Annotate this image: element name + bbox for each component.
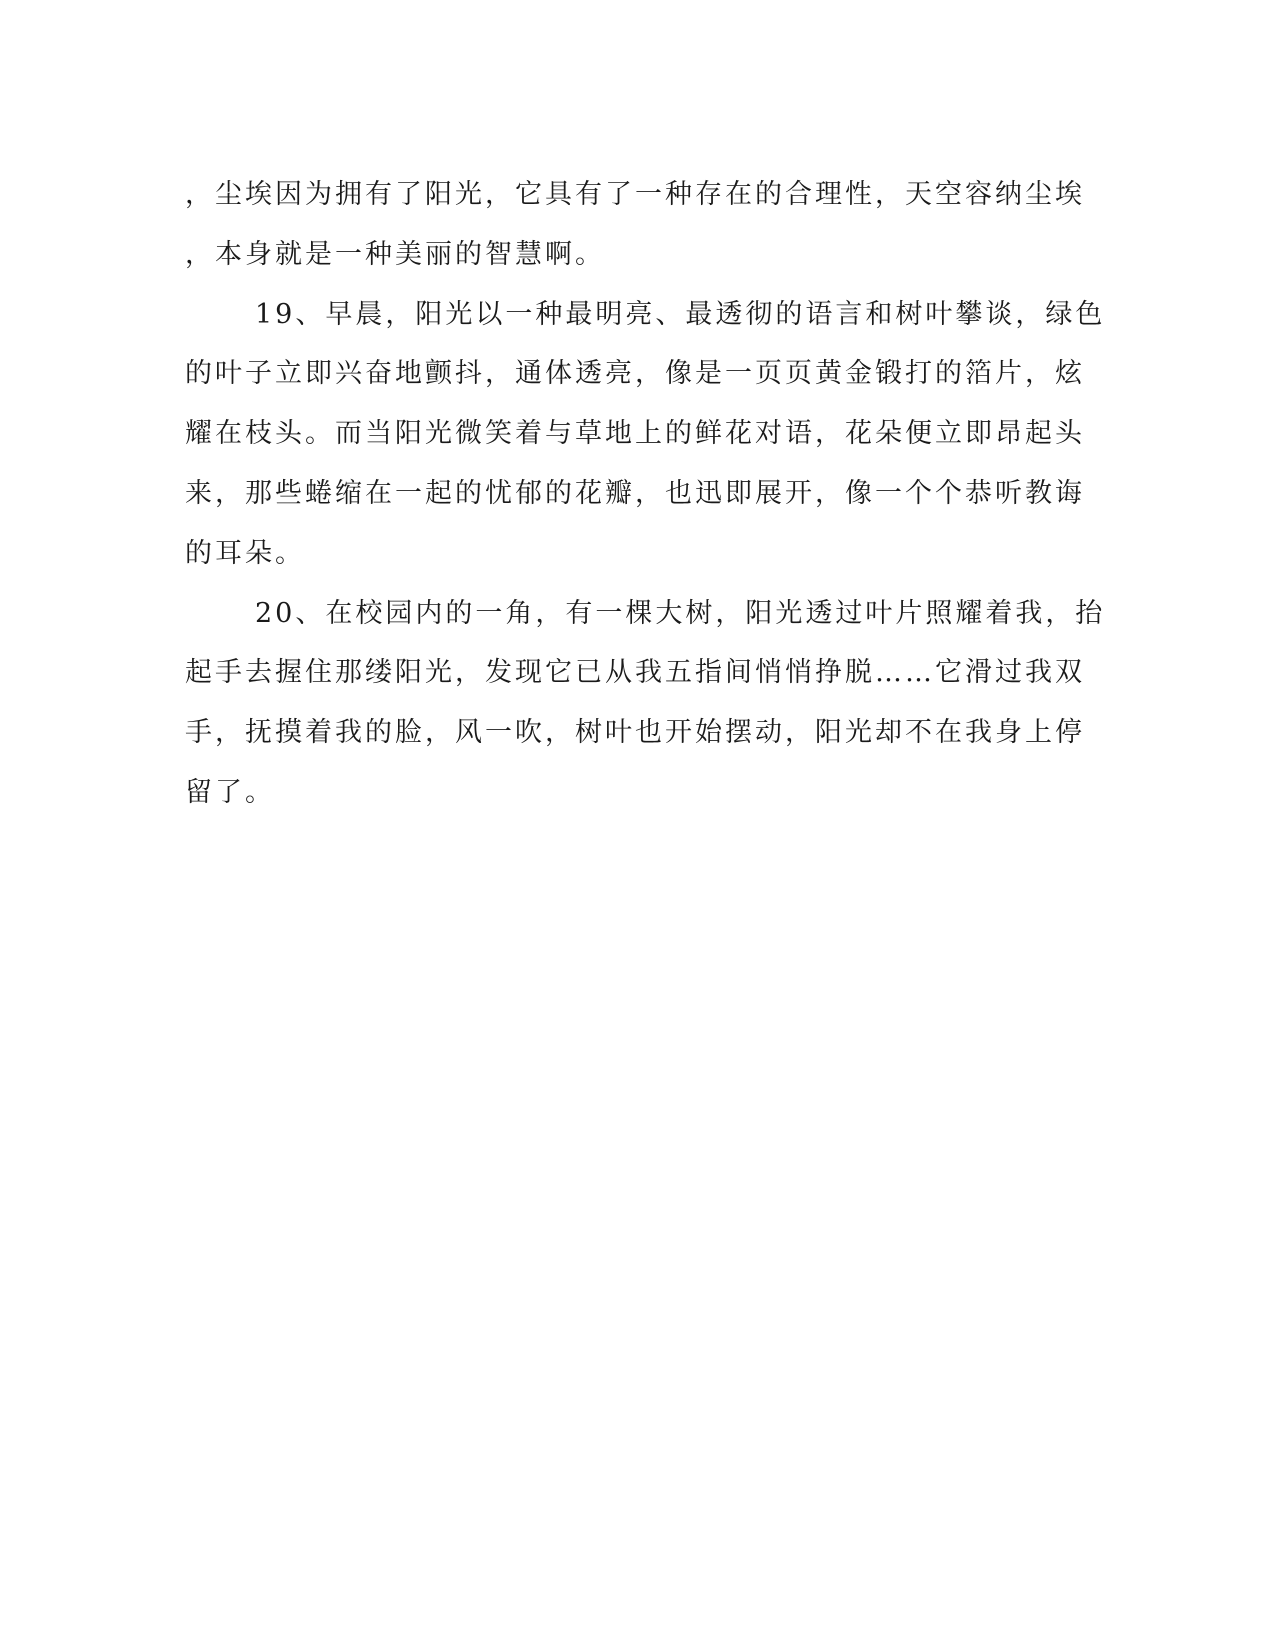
text-line: 留了。: [185, 776, 275, 808]
text-line: 耀在枝头。而当阳光微笑着与草地上的鲜花对语，花朵便立即昂起头: [185, 418, 1085, 450]
text-line: 来，那些蜷缩在一起的忧郁的花瓣，也迅即展开，像一个个恭听教诲: [185, 477, 1085, 509]
paragraph-item-19: [185, 285, 1106, 584]
paragraph-item-20: [185, 584, 1106, 823]
text-line: 起手去握住那缕阳光，发现它已从我五指间悄悄挣脱……它滑过我双: [185, 657, 1085, 689]
text-line: ，本身就是一种美丽的智慧啊。: [185, 238, 605, 270]
text-line: 20、在校园内的一角，有一棵大树，阳光透过叶片照耀着我，抬: [255, 597, 1106, 629]
document-body: [185, 165, 1106, 823]
text-line: 19、早晨，阳光以一种最明亮、最透彻的语言和树叶攀谈，绿色: [255, 298, 1106, 330]
text-line: 手，抚摸着我的脸，风一吹，树叶也开始摆动，阳光却不在我身上停: [185, 717, 1085, 749]
text-line: 的耳朵。: [185, 537, 305, 569]
text-line: ，尘埃因为拥有了阳光，它具有了一种存在的合理性，天空容纳尘埃: [185, 179, 1085, 210]
paragraph-continuation: [185, 165, 1085, 285]
text-line: 的叶子立即兴奋地颤抖，通体透亮，像是一页页黄金锻打的箔片，炫: [185, 358, 1085, 390]
